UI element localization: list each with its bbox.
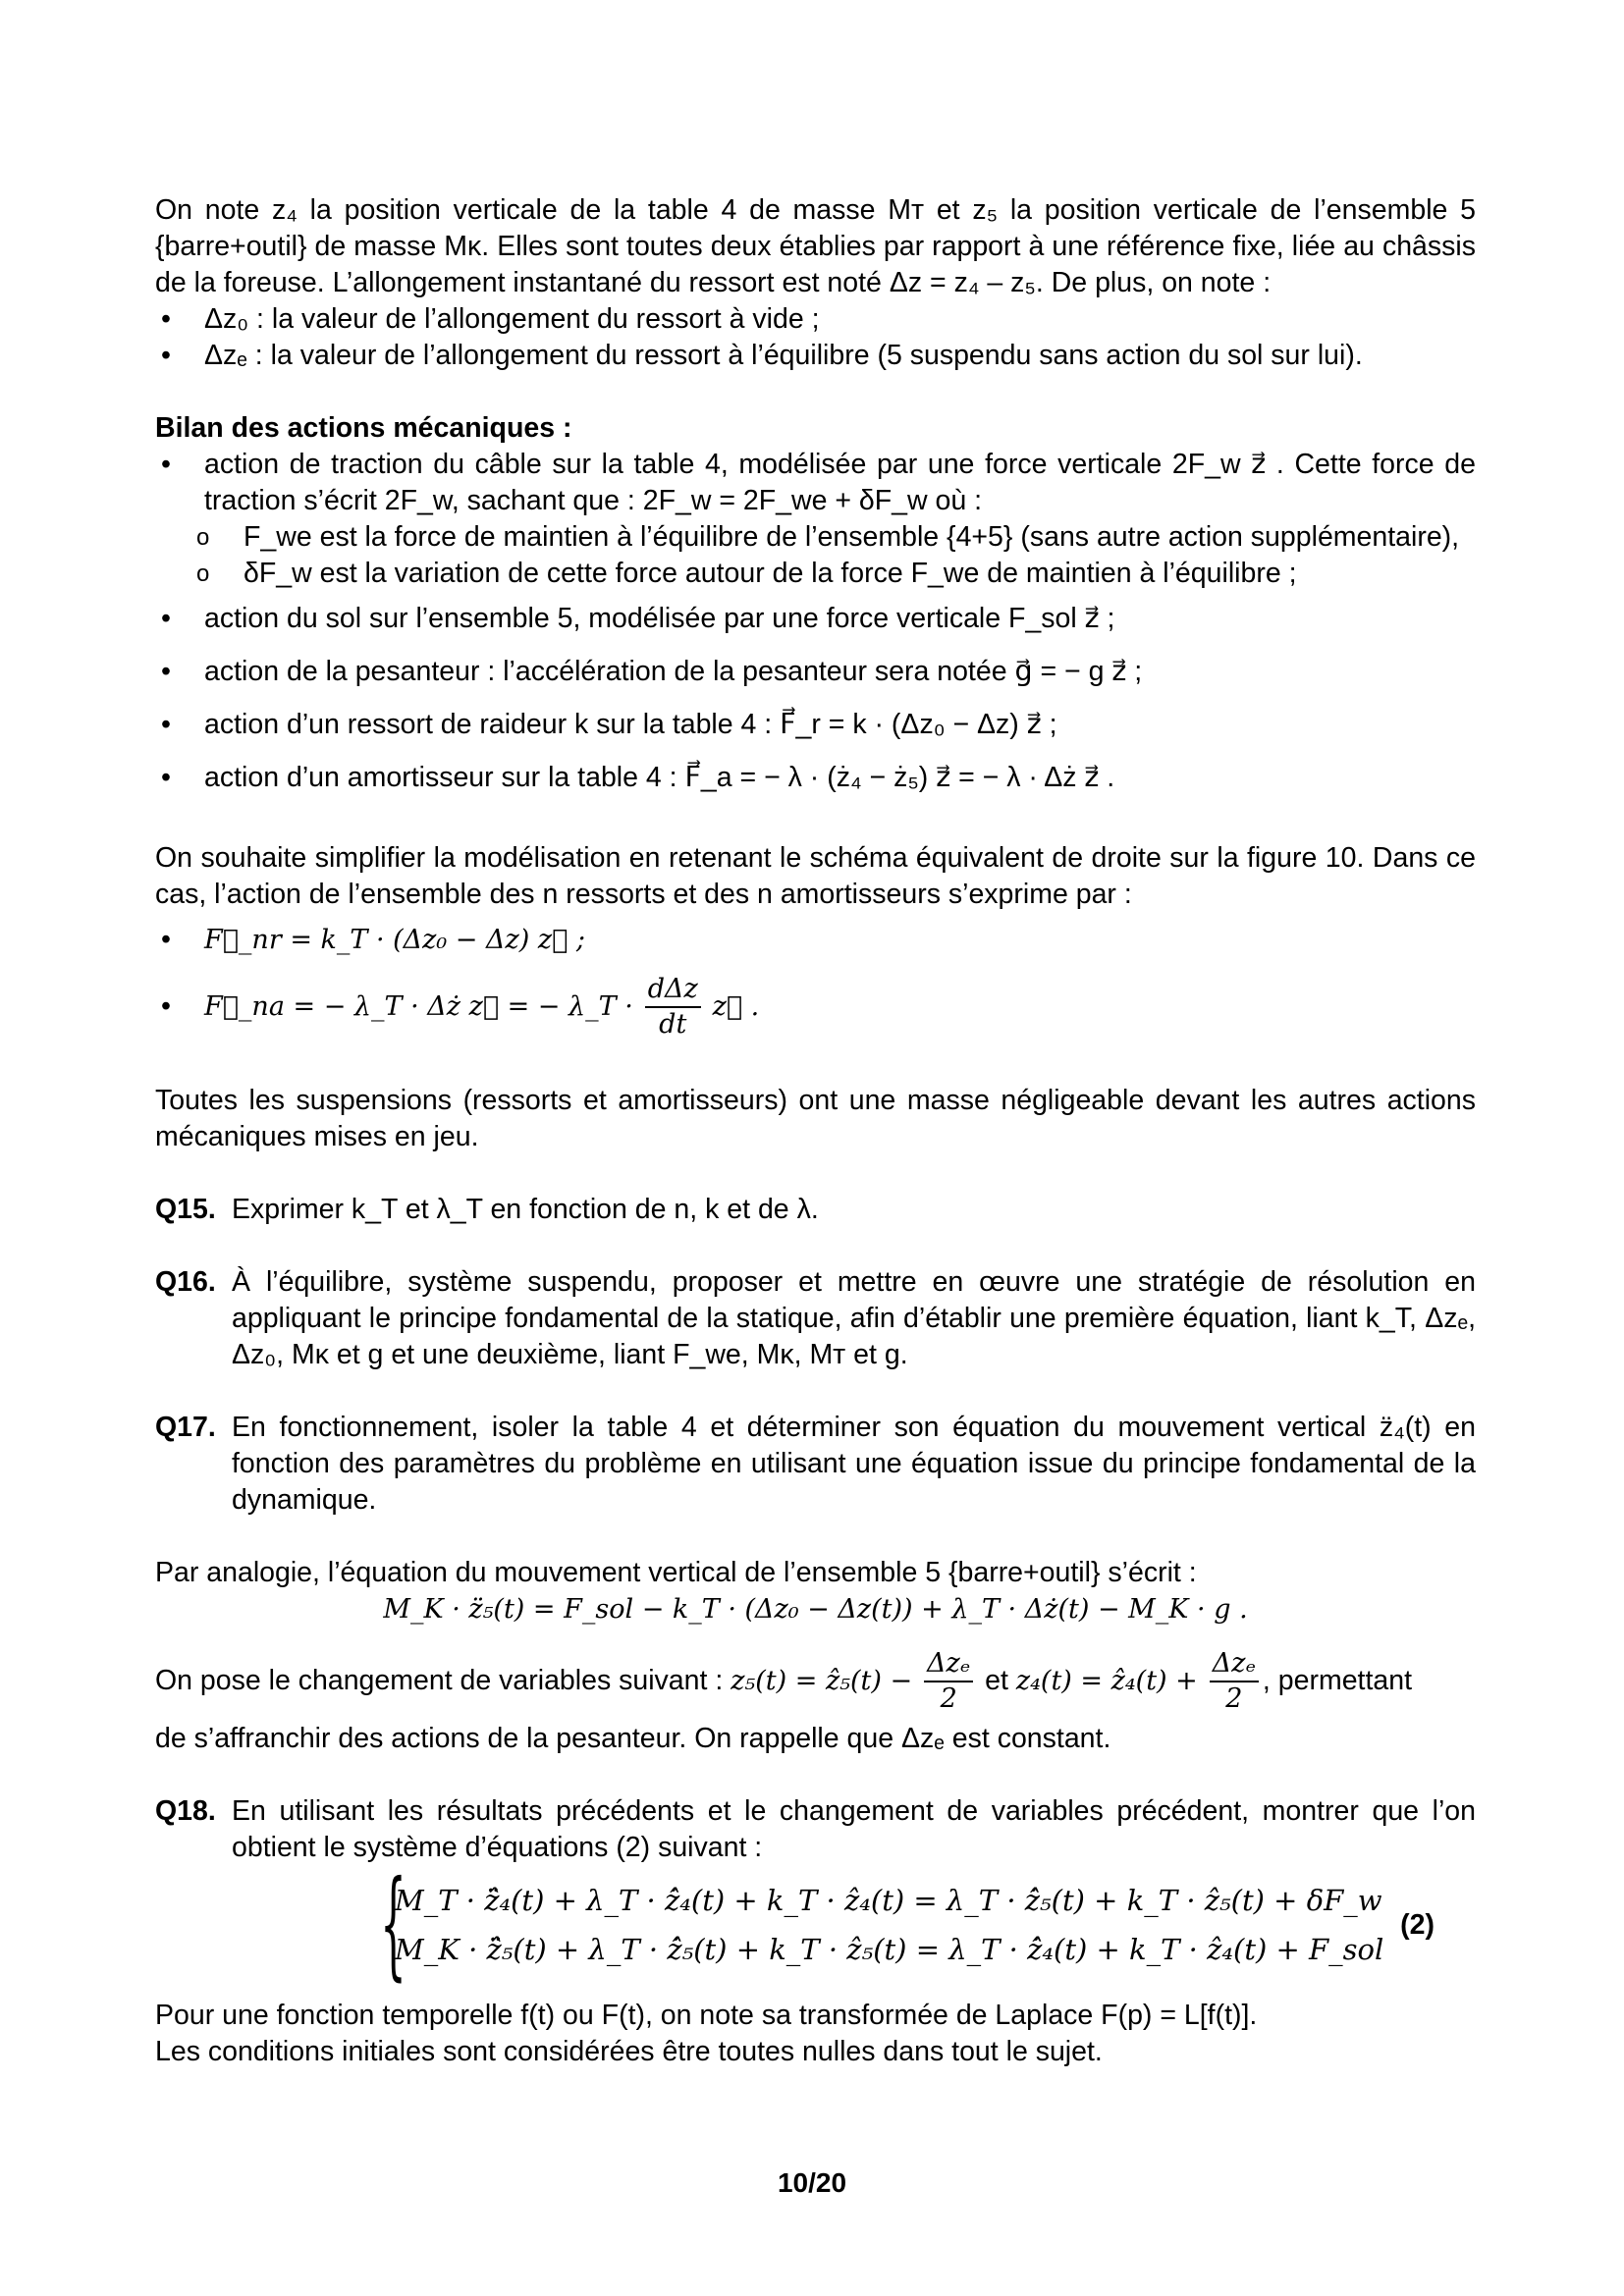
change-tail: , permettant — [1262, 1665, 1412, 1696]
analogy-paragraph: Par analogie, l’équation du mouvement vertical de l’ensemble 5 {barre+outil} s’écrit : — [155, 1557, 1197, 1588]
list-item — [155, 447, 1476, 592]
change-continuation: de s’affranchir des actions de la pesanteur. On rappelle que Δzₑ est constant. — [155, 1723, 1111, 1754]
bilan-list — [155, 447, 1476, 804]
fraction-denominator: 2 — [940, 1683, 957, 1715]
question-q15 — [155, 1192, 1476, 1228]
question-text: Exprimer k_T et λ_T en fonction de n, k et de λ. — [232, 1194, 819, 1225]
force-nr-formula: F⃗_nr = k_T · (Δz₀ − Δz) z⃗ ; — [204, 925, 585, 955]
list-item: • action d’un ressort de raideur k sur la table 4 : F⃗_r = k · (Δz₀ − Δz) z⃗ ; — [155, 698, 1476, 751]
list-item: • Δz₀ : la valeur de l’allongement du ressort à vide ; — [155, 301, 1476, 338]
initial-conditions: Les conditions initiales sont considérées être toutes nulles dans tout le sujet. — [155, 2036, 1103, 2067]
fraction-denominator: dt — [659, 1009, 687, 1041]
question-text: En fonctionnement, isoler la table 4 et déterminer son équation du mouvement vertical z̈₄(t) en fonction des paramètres du problème en utilisant une équation issue du principe fondamental de la dynamique. — [232, 1412, 1476, 1516]
equation-number: (2) — [1400, 1908, 1435, 1941]
list-item: • action du sol sur l’ensemble 5, modélisée par une force verticale F_sol z⃗ ; — [155, 592, 1476, 645]
question-text: En utilisant les résultats précédents et le changement de variables précédent, montrer que l’on obtient le système d’équations (2) suivant : — [232, 1795, 1476, 1863]
question-label: Q17. — [155, 1412, 216, 1443]
fraction-numerator: Δzₑ — [924, 1647, 973, 1682]
question-q17 — [155, 1410, 1476, 1519]
intro-list — [155, 301, 1476, 374]
fraction-numerator: dΔz — [645, 973, 701, 1008]
force-list — [155, 913, 1476, 1046]
question-label: Q15. — [155, 1194, 216, 1225]
fraction-numerator: Δzₑ — [1210, 1647, 1259, 1682]
list-item-text: action de traction du câble sur la table 4, modélisée par une force verticale 2F_w z⃗ . Cette force de traction s’écrit 2F_w, sachant que : 2F_w = 2F_we + δF_w où : — [204, 449, 1476, 516]
page-number: 10/20 — [777, 2167, 847, 2198]
system-brace: { — [380, 1856, 406, 1993]
change-and: et — [985, 1665, 1008, 1696]
half-fraction — [924, 1647, 973, 1716]
list-item — [155, 913, 1476, 967]
change-eq2: z₄(t) = ẑ₄(t) + — [1015, 1666, 1198, 1696]
analogy-equation: M_K · z̈₅(t) = F_sol − k_T · (Δz₀ − Δz(t)) + λ_T · Δż(t) − M_K · g . — [383, 1594, 1248, 1625]
system-line-1: M_T · ẑ̈₄(t) + λ_T · ẑ̇₄(t) + k_T · ẑ₄(t) = λ_T · ẑ̇₅(t) + k_T · ẑ₅(t) + δF_w — [395, 1884, 1382, 1917]
list-item: • action d’un amortisseur sur la table 4 : F⃗_a = − λ · (ż₄ − ż₅) z⃗ = − λ · Δż z⃗ . — [155, 751, 1476, 804]
question-label: Q16. — [155, 1266, 216, 1298]
equation-system — [373, 1856, 1476, 1993]
list-item — [155, 967, 1476, 1046]
system-line-2: M_K · ẑ̈₅(t) + λ_T · ẑ̇₅(t) + k_T · ẑ₅(t) = λ_T · ẑ̇₄(t) + k_T · ẑ₄(t) + F_sol — [395, 1933, 1384, 1966]
question-q18 — [155, 1793, 1476, 1866]
fraction-denominator: 2 — [1225, 1683, 1243, 1715]
change-of-variables — [155, 1641, 1476, 1721]
system-lines — [395, 1876, 1383, 1974]
list-item: • Δzₑ : la valeur de l’allongement du ressort à l’équilibre (5 suspendu sans action du sol sur lui). — [155, 338, 1476, 374]
force-na-formula: F⃗_na = − λ_T · Δż z⃗ = − λ_T · — [204, 991, 633, 1022]
simplify-paragraph: On souhaite simplifier la modélisation en retenant le schéma équivalent de droite sur la figure 10. Dans ce cas, l’action de l’ensemble des n ressorts et des n amortisseurs s’exprime par : — [155, 842, 1476, 910]
page-body — [155, 192, 1476, 2070]
force-na-tail: z⃗ . — [712, 991, 760, 1022]
section-heading: Bilan des actions mécaniques : — [155, 412, 572, 444]
mass-note: Toutes les suspensions (ressorts et amortisseurs) ont une masse négligeable devant les autres actions mécaniques mises en jeu. — [155, 1085, 1476, 1152]
sub-list-item: o δF_w est la variation de cette force autour de la force F_we de maintien à l’équilibre ; — [155, 556, 1476, 592]
intro-paragraph: On note z₄ la position verticale de la table 4 de masse Mᴛ et z₅ la position verticale de l’ensemble 5 {barre+outil} de masse Mᴋ. Elles sont toutes deux établies par rapport à une référence fixe, liée au châssis de la foreuse. L’allongement instantané du ressort est noté Δz = z₄ – z₅. De plus, on note : — [155, 194, 1476, 298]
change-lead: On pose le changement de variables suivant : — [155, 1665, 724, 1696]
derivative-fraction — [645, 973, 701, 1041]
sub-list-item: o F_we est la force de maintien à l’équilibre de l’ensemble {4+5} (sans autre action supplémentaire), — [155, 519, 1476, 556]
question-q16 — [155, 1264, 1476, 1373]
half-fraction — [1210, 1647, 1259, 1716]
change-eq1: z₅(t) = ẑ₅(t) − — [731, 1666, 913, 1696]
question-label: Q18. — [155, 1795, 216, 1827]
laplace-paragraph: Pour une fonction temporelle f(t) ou F(t), on note sa transformée de Laplace F(p) = L[f(t)]. — [155, 2000, 1258, 2031]
list-item: • action de la pesanteur : l’accélération de la pesanteur sera notée g⃗ = − g z⃗ ; — [155, 645, 1476, 698]
question-text: À l’équilibre, système suspendu, proposer et mettre en œuvre une stratégie de résolution en appliquant le principe fondamental de la statique, afin d’établir une première équation, liant k_T, Δzₑ, Δz₀, Mᴋ et g et une deuxième, liant F_we, Mᴋ, Mᴛ et g. — [232, 1266, 1476, 1370]
sub-list — [155, 519, 1476, 592]
